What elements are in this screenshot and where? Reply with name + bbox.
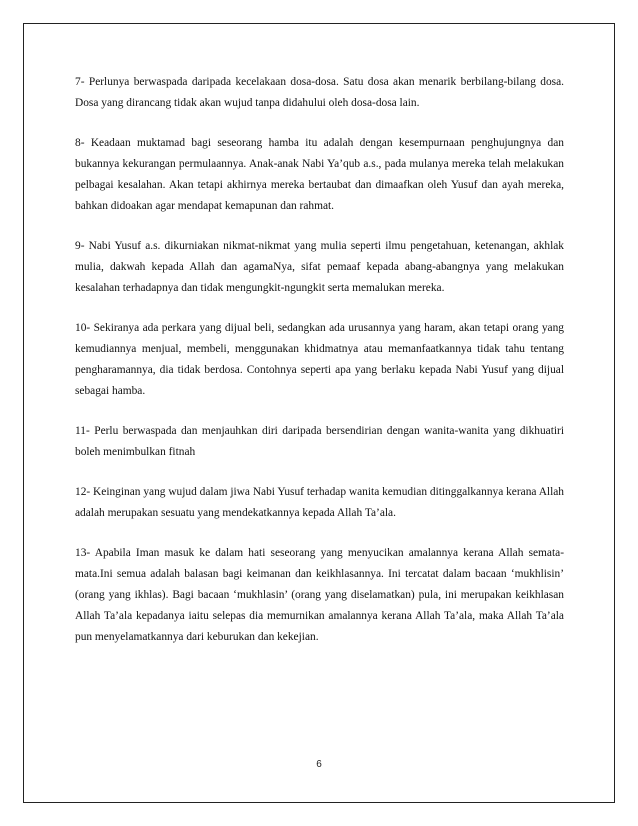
point-11: 11- Perlu berwaspada dan menjauhkan diri daripada bersendirian dengan wanita-wanita yang dikhuatiri boleh menimbulkan fitnah xyxy=(75,425,564,458)
page-number: 6 xyxy=(316,759,322,770)
point-13: 13- Apabila Iman masuk ke dalam hati seseorang yang menyucikan amalannya kerana Allah semata-mata.Ini semua adalah balasan bagi keimanan dan keikhlasannya. Ini tercatat dalam bacaan ‘mukhlisin’ (orang yang ikhlas). Bagi bacaan ‘mukhlasin’ (orang yang diselamatkan) pula, ini merupakan keikhlasan Allah Ta’ala kepadanya iaitu selepas dia memurnikan amalannya kerana Allah Ta’ala, maka Allah Ta’ala pun menyelamatkannya dari keburukan dan kekejian. xyxy=(75,547,564,643)
point-7: 7- Perlunya berwaspada daripada kecelakaan dosa-dosa. Satu dosa akan menarik berbilang-bilang dosa. Dosa yang dirancang tidak akan wujud tanpa didahului oleh dosa-dosa lain. xyxy=(75,76,564,109)
point-10: 10- Sekiranya ada perkara yang dijual beli, sedangkan ada urusannya yang haram, akan tetapi orang yang kemudiannya menjual, membeli, menggunakan khidmatnya atau memanfaatkannya tidak tahu tentang pengharamannya, dia tidak berdosa. Contohnya seperti apa yang berlaku kepada Nabi Yusuf yang dijual sebagai hamba. xyxy=(75,322,564,397)
point-12: 12- Keinginan yang wujud dalam jiwa Nabi Yusuf terhadap wanita kemudian ditinggalkannya kerana Allah adalah merupakan sesuatu yang mendekatkannya kepada Allah Ta’ala. xyxy=(75,486,564,519)
point-9: 9- Nabi Yusuf a.s. dikurniakan nikmat-nikmat yang mulia seperti ilmu pengetahuan, ketenangan, akhlak mulia, dakwah kepada Allah dan agamaNya, sifat pemaaf kepada abang-abangnya yang melakukan kesalahan terhadapnya dan tidak mengungkit-ngungkit serta memalukan mereka. xyxy=(75,240,564,294)
point-8: 8- Keadaan muktamad bagi seseorang hamba itu adalah dengan kesempurnaan penghujungnya dan bukannya kekurangan permulaannya. Anak-anak Nabi Ya’qub a.s., pada mulanya mereka telah melakukan pelbagai kesalahan. Akan tetapi akhirnya mereka bertaubat dan dimaafkan oleh Yusuf dan ayah mereka, bahkan didoakan agar mendapat kemapunan dan rahmat. xyxy=(75,137,564,212)
document-body xyxy=(75,72,564,667)
